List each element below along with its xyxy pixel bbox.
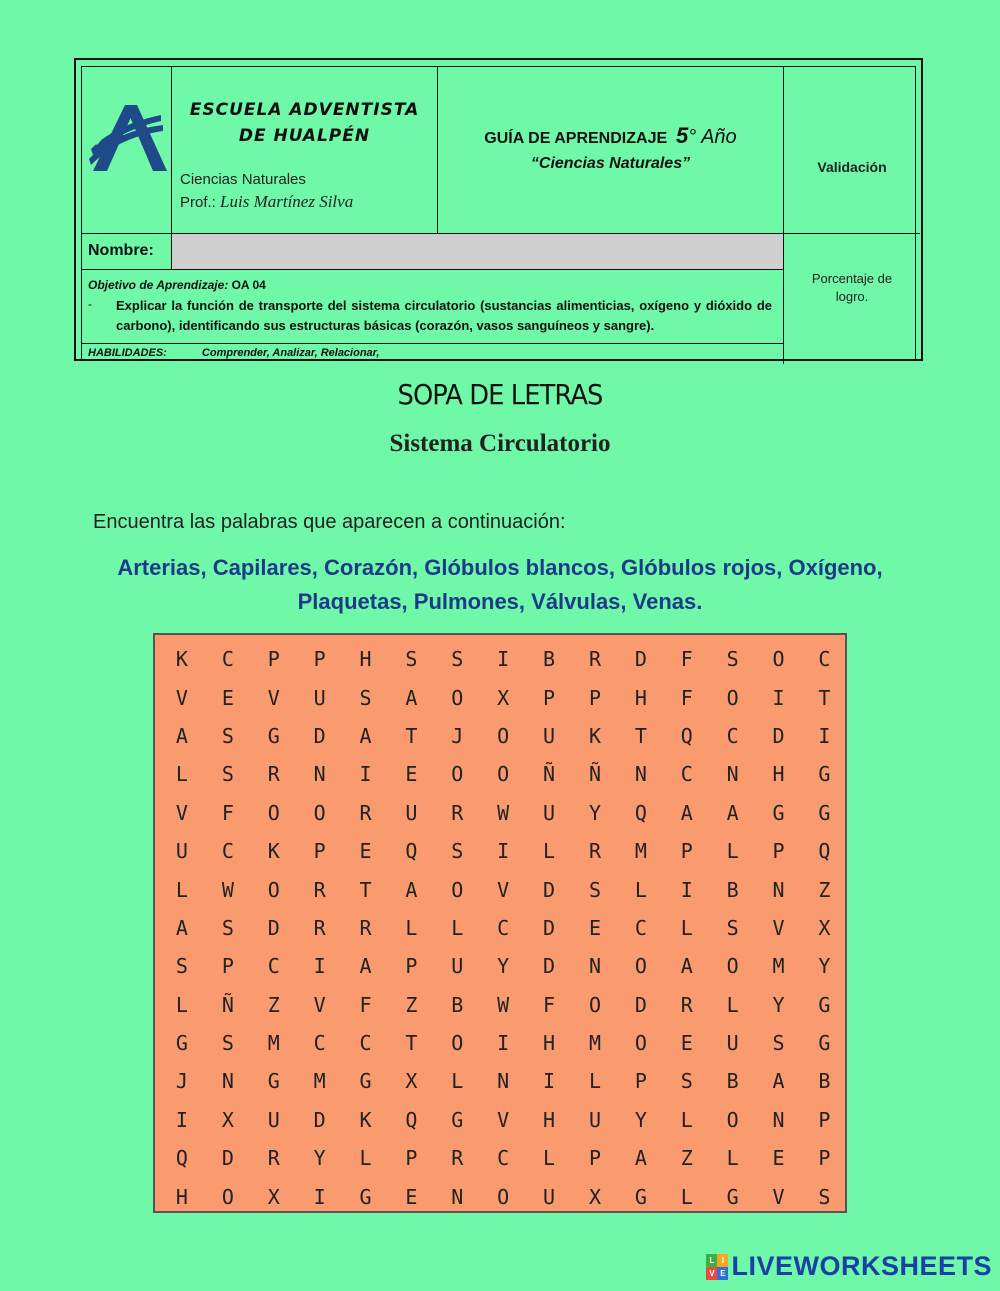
grid-row — [159, 1139, 847, 1177]
grid-letter[interactable]: P — [634, 1069, 647, 1094]
grid-letter[interactable]: S — [221, 762, 234, 787]
grid-letter[interactable]: N — [634, 762, 647, 787]
grid-letter[interactable]: A — [680, 954, 693, 979]
grid-letter[interactable]: S — [451, 647, 464, 672]
grid-letter[interactable]: U — [588, 1107, 601, 1132]
grid-letter[interactable]: R — [267, 1146, 280, 1171]
name-input[interactable] — [172, 233, 784, 269]
grid-letter[interactable]: H — [175, 1184, 188, 1209]
grid-letter[interactable]: D — [221, 1146, 234, 1171]
grid-letter[interactable]: G — [359, 1184, 372, 1209]
grid-letter[interactable]: D — [634, 647, 647, 672]
grid-row — [159, 1062, 847, 1100]
grid-row — [159, 1024, 847, 1062]
grid-letter[interactable]: O — [267, 800, 280, 825]
grid-letter[interactable]: H — [359, 647, 372, 672]
grid-letter[interactable]: B — [543, 647, 556, 672]
grid-letter[interactable]: E — [680, 1031, 693, 1056]
grid-letter[interactable]: S — [818, 1184, 831, 1209]
grid-letter[interactable]: E — [359, 839, 372, 864]
grid-letter[interactable]: G — [818, 992, 831, 1017]
grid-letter[interactable]: H — [543, 1031, 556, 1056]
grid-letter[interactable]: O — [451, 877, 464, 902]
school-logo-cell — [82, 67, 172, 233]
guide-title: GUÍA DE APRENDIZAJE 5° Año — [484, 123, 737, 148]
grid-letter[interactable]: B — [726, 1069, 739, 1094]
grid-letter[interactable]: W — [497, 992, 510, 1017]
grid-letter[interactable]: V — [772, 1184, 785, 1209]
word-search-letters — [159, 640, 847, 1216]
grid-row — [159, 832, 847, 870]
grid-letter[interactable]: X — [497, 685, 510, 710]
grid-letter[interactable]: C — [221, 839, 234, 864]
grid-letter[interactable]: I — [543, 1069, 556, 1094]
grid-letter[interactable]: P — [680, 839, 693, 864]
grid-letter[interactable]: O — [588, 992, 601, 1017]
grid-letter[interactable]: S — [451, 839, 464, 864]
achievement-percent-label: Porcentaje de logro. — [811, 271, 893, 304]
grid-letter[interactable]: E — [588, 915, 601, 940]
grid-letter[interactable]: F — [221, 800, 234, 825]
word-list-line-1: Arterias, Capilares, Corazón, Glóbulos blancos, Glóbulos rojos, Oxígeno, — [117, 555, 883, 580]
grid-letter[interactable]: E — [405, 762, 418, 787]
page-title: SOPA DE LETRAS — [397, 378, 603, 411]
grid-letter[interactable]: K — [359, 1107, 372, 1132]
grid-letter[interactable]: Q — [175, 1146, 188, 1171]
grid-letter[interactable]: X — [405, 1069, 418, 1094]
grid-letter[interactable]: H — [634, 685, 647, 710]
grid-letter[interactable]: R — [588, 839, 601, 864]
grid-letter[interactable]: R — [313, 915, 326, 940]
grid-letter[interactable]: P — [405, 954, 418, 979]
grid-letter[interactable]: U — [175, 839, 188, 864]
grid-letter[interactable]: U — [543, 723, 556, 748]
grid-letter[interactable]: V — [313, 992, 326, 1017]
grid-letter[interactable]: V — [175, 685, 188, 710]
grid-letter[interactable]: U — [543, 1184, 556, 1209]
grid-letter[interactable]: O — [451, 1031, 464, 1056]
grid-letter[interactable]: I — [175, 1107, 188, 1132]
grid-letter[interactable]: O — [772, 647, 785, 672]
skills-line — [88, 347, 379, 359]
school-logo-icon — [87, 99, 167, 179]
grid-letter[interactable]: V — [497, 877, 510, 902]
grid-letter[interactable]: F — [543, 992, 556, 1017]
grid-letter[interactable]: A — [175, 915, 188, 940]
grid-letter[interactable]: Y — [313, 1146, 326, 1171]
grid-letter[interactable]: C — [818, 647, 831, 672]
grid-letter[interactable]: M — [772, 954, 785, 979]
grid-letter[interactable]: O — [497, 1184, 510, 1209]
teacher-label: Prof.: — [180, 194, 216, 211]
grid-row — [159, 1177, 847, 1215]
grid-letter[interactable]: X — [267, 1184, 280, 1209]
grid-letter[interactable]: N — [772, 877, 785, 902]
grid-letter[interactable]: P — [818, 1107, 831, 1132]
liveworksheets-logo-icon: L I V E — [706, 1254, 728, 1280]
grid-letter[interactable]: I — [497, 647, 510, 672]
grid-letter[interactable]: P — [221, 954, 234, 979]
grid-letter[interactable]: S — [221, 723, 234, 748]
grid-letter[interactable]: L — [726, 1146, 739, 1171]
grid-letter[interactable]: E — [772, 1146, 785, 1171]
grid-letter[interactable]: N — [772, 1107, 785, 1132]
grid-letter[interactable]: S — [221, 915, 234, 940]
grid-letter[interactable]: L — [726, 992, 739, 1017]
grid-letter[interactable]: B — [726, 877, 739, 902]
grid-letter[interactable]: O — [726, 954, 739, 979]
grid-row — [159, 909, 847, 947]
grid-letter[interactable]: A — [359, 723, 372, 748]
grid-letter[interactable]: N — [497, 1069, 510, 1094]
grid-letter[interactable]: G — [818, 762, 831, 787]
grid-letter[interactable]: T — [405, 723, 418, 748]
grid-letter[interactable]: J — [175, 1069, 188, 1094]
grid-letter[interactable]: S — [175, 954, 188, 979]
grid-letter[interactable]: Z — [267, 992, 280, 1017]
grid-letter[interactable]: G — [267, 723, 280, 748]
grid-letter[interactable]: M — [634, 839, 647, 864]
grid-letter[interactable]: C — [221, 647, 234, 672]
grid-letter[interactable]: C — [497, 915, 510, 940]
grid-letter[interactable]: O — [634, 1031, 647, 1056]
grid-letter[interactable]: L — [175, 877, 188, 902]
grid-letter[interactable]: O — [267, 877, 280, 902]
grid-letter[interactable]: O — [497, 723, 510, 748]
grid-letter[interactable]: K — [267, 839, 280, 864]
grid-row — [159, 947, 847, 985]
grid-letter[interactable]: L — [680, 915, 693, 940]
grid-letter[interactable]: J — [451, 723, 464, 748]
objective-cell — [82, 269, 784, 343]
grid-letter[interactable]: H — [772, 762, 785, 787]
grid-letter[interactable]: G — [818, 1031, 831, 1056]
page-subtitle: Sistema Circulatorio — [389, 430, 611, 457]
word-list — [90, 551, 910, 619]
grid-letter[interactable]: D — [772, 723, 785, 748]
grid-letter[interactable]: O — [634, 954, 647, 979]
grid-letter[interactable]: X — [588, 1184, 601, 1209]
skills-label: HABILIDADES: — [88, 347, 167, 359]
header-inner — [81, 66, 916, 359]
grid-letter[interactable]: D — [313, 723, 326, 748]
objective-label: Objetivo de Aprendizaje: — [88, 278, 229, 292]
grid-letter[interactable]: C — [634, 915, 647, 940]
grid-letter[interactable]: L — [451, 1069, 464, 1094]
grid-letter[interactable]: P — [313, 839, 326, 864]
grid-letter[interactable]: H — [543, 1107, 556, 1132]
grid-letter[interactable]: L — [634, 877, 647, 902]
grid-letter[interactable]: I — [680, 877, 693, 902]
name-label: Nombre: — [88, 242, 154, 259]
grid-letter[interactable]: U — [267, 1107, 280, 1132]
objective-text: Explicar la función de transporte del sistema circulatorio (sustancias alimenticias, oxígeno y dióxido de carbono), identificando sus estructuras básicas (corazón, vasos sanguíneos y sangre). — [116, 298, 772, 333]
grid-letter[interactable]: W — [497, 800, 510, 825]
grid-letter[interactable]: Y — [818, 954, 831, 979]
grid-letter[interactable]: L — [543, 839, 556, 864]
grid-row — [159, 870, 847, 908]
grid-letter[interactable]: N — [313, 762, 326, 787]
grid-letter[interactable]: L — [726, 839, 739, 864]
objective-bullet: - — [88, 297, 92, 311]
grid-row — [159, 1101, 847, 1139]
grid-letter[interactable]: R — [313, 877, 326, 902]
grid-letter[interactable]: I — [359, 762, 372, 787]
grid-letter[interactable]: R — [451, 1146, 464, 1171]
grid-letter[interactable]: S — [359, 685, 372, 710]
grid-letter[interactable]: A — [359, 954, 372, 979]
school-info-cell — [172, 67, 438, 233]
liveworksheets-text: LIVEWORKSHEETS — [731, 1251, 992, 1281]
grid-letter[interactable]: G — [267, 1069, 280, 1094]
grid-letter[interactable]: V — [497, 1107, 510, 1132]
grid-letter[interactable]: R — [451, 800, 464, 825]
grid-letter[interactable]: N — [451, 1184, 464, 1209]
grid-letter[interactable]: Z — [818, 877, 831, 902]
grid-letter[interactable]: G — [726, 1184, 739, 1209]
grid-letter[interactable]: L — [588, 1069, 601, 1094]
grid-letter[interactable]: L — [680, 1107, 693, 1132]
grid-letter[interactable]: C — [726, 723, 739, 748]
grid-letter[interactable]: P — [543, 685, 556, 710]
grid-letter[interactable]: P — [267, 647, 280, 672]
grid-letter[interactable]: U — [543, 800, 556, 825]
grid-letter[interactable]: P — [405, 1146, 418, 1171]
grid-letter[interactable]: U — [726, 1031, 739, 1056]
grid-letter[interactable]: Q — [405, 839, 418, 864]
grid-letter[interactable]: I — [497, 839, 510, 864]
grid-letter[interactable]: T — [634, 723, 647, 748]
school-subject-block — [180, 169, 353, 214]
grid-letter[interactable]: T — [359, 877, 372, 902]
grid-letter[interactable]: C — [313, 1031, 326, 1056]
grid-letter[interactable]: L — [175, 762, 188, 787]
grid-letter[interactable]: N — [726, 762, 739, 787]
validation-cell — [784, 67, 920, 233]
grid-letter[interactable]: O — [451, 685, 464, 710]
grid-letter[interactable]: O — [221, 1184, 234, 1209]
grade-number: 5 — [676, 123, 689, 148]
grid-letter[interactable]: G — [634, 1184, 647, 1209]
grid-letter[interactable]: A — [405, 685, 418, 710]
grid-letter[interactable]: U — [313, 685, 326, 710]
grid-letter[interactable]: M — [267, 1031, 280, 1056]
grid-letter[interactable]: N — [588, 954, 601, 979]
grid-letter[interactable]: I — [497, 1031, 510, 1056]
grid-letter[interactable]: D — [543, 915, 556, 940]
grid-letter[interactable]: K — [588, 723, 601, 748]
grid-letter[interactable]: S — [680, 1069, 693, 1094]
grid-letter[interactable]: O — [497, 762, 510, 787]
grid-row — [159, 640, 847, 678]
school-name: ESCUELA ADVENTISTA DE HUALPÉN — [189, 100, 420, 146]
grid-letter[interactable]: L — [680, 1184, 693, 1209]
grid-letter[interactable]: G — [359, 1069, 372, 1094]
grid-letter[interactable]: I — [772, 685, 785, 710]
word-search-grid — [153, 633, 847, 1213]
grid-row — [159, 986, 847, 1024]
grid-letter[interactable]: O — [726, 1107, 739, 1132]
grid-letter[interactable]: D — [634, 992, 647, 1017]
grid-letter[interactable]: B — [818, 1069, 831, 1094]
grid-letter[interactable]: C — [680, 762, 693, 787]
grade-suffix: ° Año — [688, 126, 737, 148]
objective-code: OA 04 — [231, 278, 266, 292]
grid-letter[interactable]: A — [772, 1069, 785, 1094]
grid-letter[interactable]: R — [359, 915, 372, 940]
grid-letter[interactable]: R — [680, 992, 693, 1017]
grid-letter[interactable]: S — [726, 915, 739, 940]
grid-letter[interactable]: R — [359, 800, 372, 825]
grid-letter[interactable]: P — [818, 1146, 831, 1171]
skills-text: Comprender, Analizar, Relacionar, — [201, 347, 380, 359]
achievement-percent-cell — [784, 233, 920, 364]
grid-letter[interactable]: R — [267, 762, 280, 787]
grid-letter[interactable]: T — [818, 685, 831, 710]
grid-letter[interactable]: O — [313, 800, 326, 825]
objective-heading — [88, 278, 266, 292]
grid-letter[interactable]: S — [221, 1031, 234, 1056]
grid-letter[interactable]: Y — [634, 1107, 647, 1132]
grid-letter[interactable]: D — [543, 954, 556, 979]
grid-letter[interactable]: U — [451, 954, 464, 979]
grid-letter[interactable]: A — [634, 1146, 647, 1171]
header-table — [74, 58, 923, 361]
grid-letter[interactable]: D — [267, 915, 280, 940]
grid-letter[interactable]: Z — [405, 992, 418, 1017]
grid-letter[interactable]: E — [405, 1184, 418, 1209]
validation-label: Validación — [817, 159, 887, 175]
grid-row — [159, 755, 847, 793]
grid-letter[interactable]: G — [175, 1031, 188, 1056]
grid-letter[interactable]: S — [772, 1031, 785, 1056]
grid-letter[interactable]: P — [772, 839, 785, 864]
grid-letter[interactable]: Ñ — [588, 762, 601, 787]
grid-letter[interactable]: D — [313, 1107, 326, 1132]
skills-cell — [82, 343, 784, 364]
grid-letter[interactable]: I — [818, 723, 831, 748]
grid-letter[interactable]: I — [313, 1184, 326, 1209]
grid-letter[interactable]: S — [588, 877, 601, 902]
guide-subject: “Ciencias Naturales” — [530, 155, 691, 172]
grid-letter[interactable]: A — [680, 800, 693, 825]
grid-letter[interactable]: S — [405, 647, 418, 672]
grid-letter[interactable]: L — [405, 915, 418, 940]
grid-letter[interactable]: C — [497, 1146, 510, 1171]
grid-letter[interactable]: V — [772, 915, 785, 940]
grid-row — [159, 794, 847, 832]
grid-letter[interactable]: F — [359, 992, 372, 1017]
grid-letter[interactable]: F — [680, 685, 693, 710]
grid-letter[interactable]: C — [267, 954, 280, 979]
grid-letter[interactable]: Ñ — [543, 762, 556, 787]
grid-letter[interactable]: L — [543, 1146, 556, 1171]
grid-letter[interactable]: A — [175, 723, 188, 748]
grid-letter[interactable]: X — [221, 1107, 234, 1132]
grid-letter[interactable]: L — [175, 992, 188, 1017]
grid-letter[interactable]: P — [588, 685, 601, 710]
grid-letter[interactable]: U — [405, 800, 418, 825]
subject-text: Ciencias Naturales — [180, 171, 306, 188]
grid-letter[interactable]: S — [726, 647, 739, 672]
grid-letter[interactable]: L — [451, 915, 464, 940]
grid-letter[interactable]: Z — [680, 1146, 693, 1171]
grid-letter[interactable]: A — [726, 800, 739, 825]
grid-letter[interactable]: Ñ — [221, 992, 234, 1017]
grid-letter[interactable]: V — [267, 685, 280, 710]
grid-letter[interactable]: P — [313, 647, 326, 672]
name-label-cell — [82, 233, 172, 269]
grid-letter[interactable]: P — [588, 1146, 601, 1171]
grid-letter[interactable]: B — [451, 992, 464, 1017]
grid-letter[interactable]: Q — [405, 1107, 418, 1132]
grid-letter[interactable]: Y — [497, 954, 510, 979]
grid-letter[interactable]: Y — [772, 992, 785, 1017]
grid-letter[interactable]: Q — [818, 839, 831, 864]
grid-letter[interactable]: Q — [634, 800, 647, 825]
grid-letter[interactable]: C — [359, 1031, 372, 1056]
grid-row — [159, 717, 847, 755]
grid-letter[interactable]: G — [818, 800, 831, 825]
liveworksheets-brand — [706, 1251, 992, 1282]
grid-letter[interactable]: I — [313, 954, 326, 979]
grid-letter[interactable]: T — [405, 1031, 418, 1056]
teacher-name: Luis Martínez Silva — [220, 192, 354, 211]
grid-letter[interactable]: Y — [588, 800, 601, 825]
grid-letter[interactable]: X — [818, 915, 831, 940]
grid-letter[interactable]: W — [221, 877, 234, 902]
teacher-line — [180, 191, 353, 214]
grid-letter[interactable]: Q — [680, 723, 693, 748]
grid-letter[interactable]: E — [221, 685, 234, 710]
grid-letter[interactable]: G — [772, 800, 785, 825]
grid-letter[interactable]: F — [680, 647, 693, 672]
grid-letter[interactable]: N — [221, 1069, 234, 1094]
grid-letter[interactable]: M — [588, 1031, 601, 1056]
grid-letter[interactable]: A — [405, 877, 418, 902]
grid-letter[interactable]: O — [726, 685, 739, 710]
grid-letter[interactable]: K — [175, 647, 188, 672]
instruction-text: Encuentra las palabras que aparecen a continuación: — [93, 511, 566, 533]
grid-letter[interactable]: V — [175, 800, 188, 825]
grid-letter[interactable]: O — [451, 762, 464, 787]
grid-letter[interactable]: R — [588, 647, 601, 672]
guide-cell — [438, 67, 784, 233]
grid-letter[interactable]: M — [313, 1069, 326, 1094]
word-list-line-2: Plaquetas, Pulmones, Válvulas, Venas. — [297, 589, 703, 614]
grid-letter[interactable]: D — [543, 877, 556, 902]
grid-letter[interactable]: L — [359, 1146, 372, 1171]
grid-row — [159, 678, 847, 716]
grid-letter[interactable]: G — [451, 1107, 464, 1132]
